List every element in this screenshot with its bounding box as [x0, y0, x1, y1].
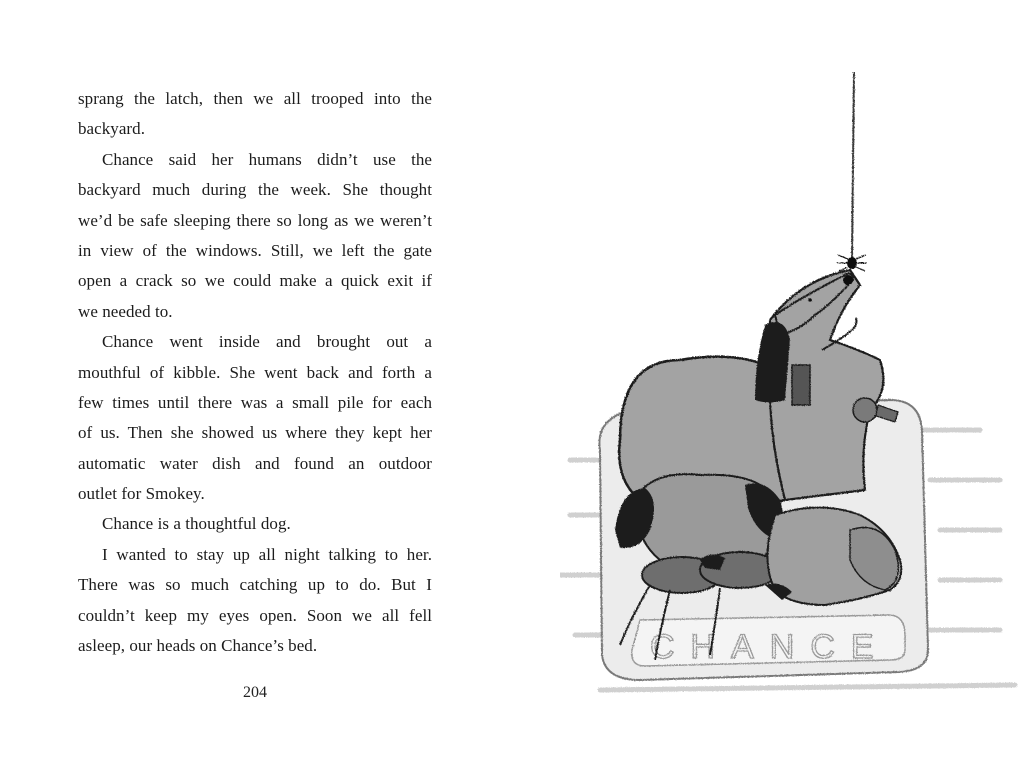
- page-number: 204: [243, 684, 267, 701]
- text-line: automatic water dish and found an outdoor: [78, 453, 432, 473]
- text-line: outlet for Smokey.: [78, 484, 205, 504]
- text-line: I wanted to stay up all night talking to her.: [102, 544, 432, 564]
- spider: [837, 72, 867, 271]
- text-line: in view of the windows. Still, we left the gate: [78, 240, 432, 260]
- text-line: Chance went inside and brought out a: [102, 332, 432, 352]
- dogs-in-bed-illustration: [560, 60, 1020, 720]
- text-line: asleep, our heads on Chance’s bed.: [78, 636, 318, 656]
- text-line: sprang the latch, then we all trooped into the: [78, 89, 432, 108]
- text-line: Chance said her humans didn’t use the: [102, 149, 432, 169]
- body-text: [78, 84, 432, 661]
- text-line: Chance is a thoughtful dog.: [102, 514, 291, 534]
- text-line: couldn’t keep my eyes open. Soon we all fell: [78, 605, 432, 625]
- text-line: There was so much catching up to do. But I: [78, 575, 432, 595]
- text-line: few times until there was a small pile for each: [78, 392, 432, 412]
- text-line: backyard much during the week. She thought: [78, 180, 432, 200]
- text-line: we’d be safe sleeping there so long as we weren’t: [78, 210, 432, 230]
- text-line: open a crack so we could make a quick exit if: [78, 271, 432, 291]
- text-line: of us. Then she showed us where they kept her: [78, 423, 432, 443]
- right-page: [510, 0, 1020, 783]
- text-line: we needed to.: [78, 301, 173, 321]
- text-line: mouthful of kibble. She went back and forth a: [78, 362, 432, 382]
- text-line: backyard.: [78, 119, 145, 139]
- bed-label: CHANCE: [650, 628, 890, 666]
